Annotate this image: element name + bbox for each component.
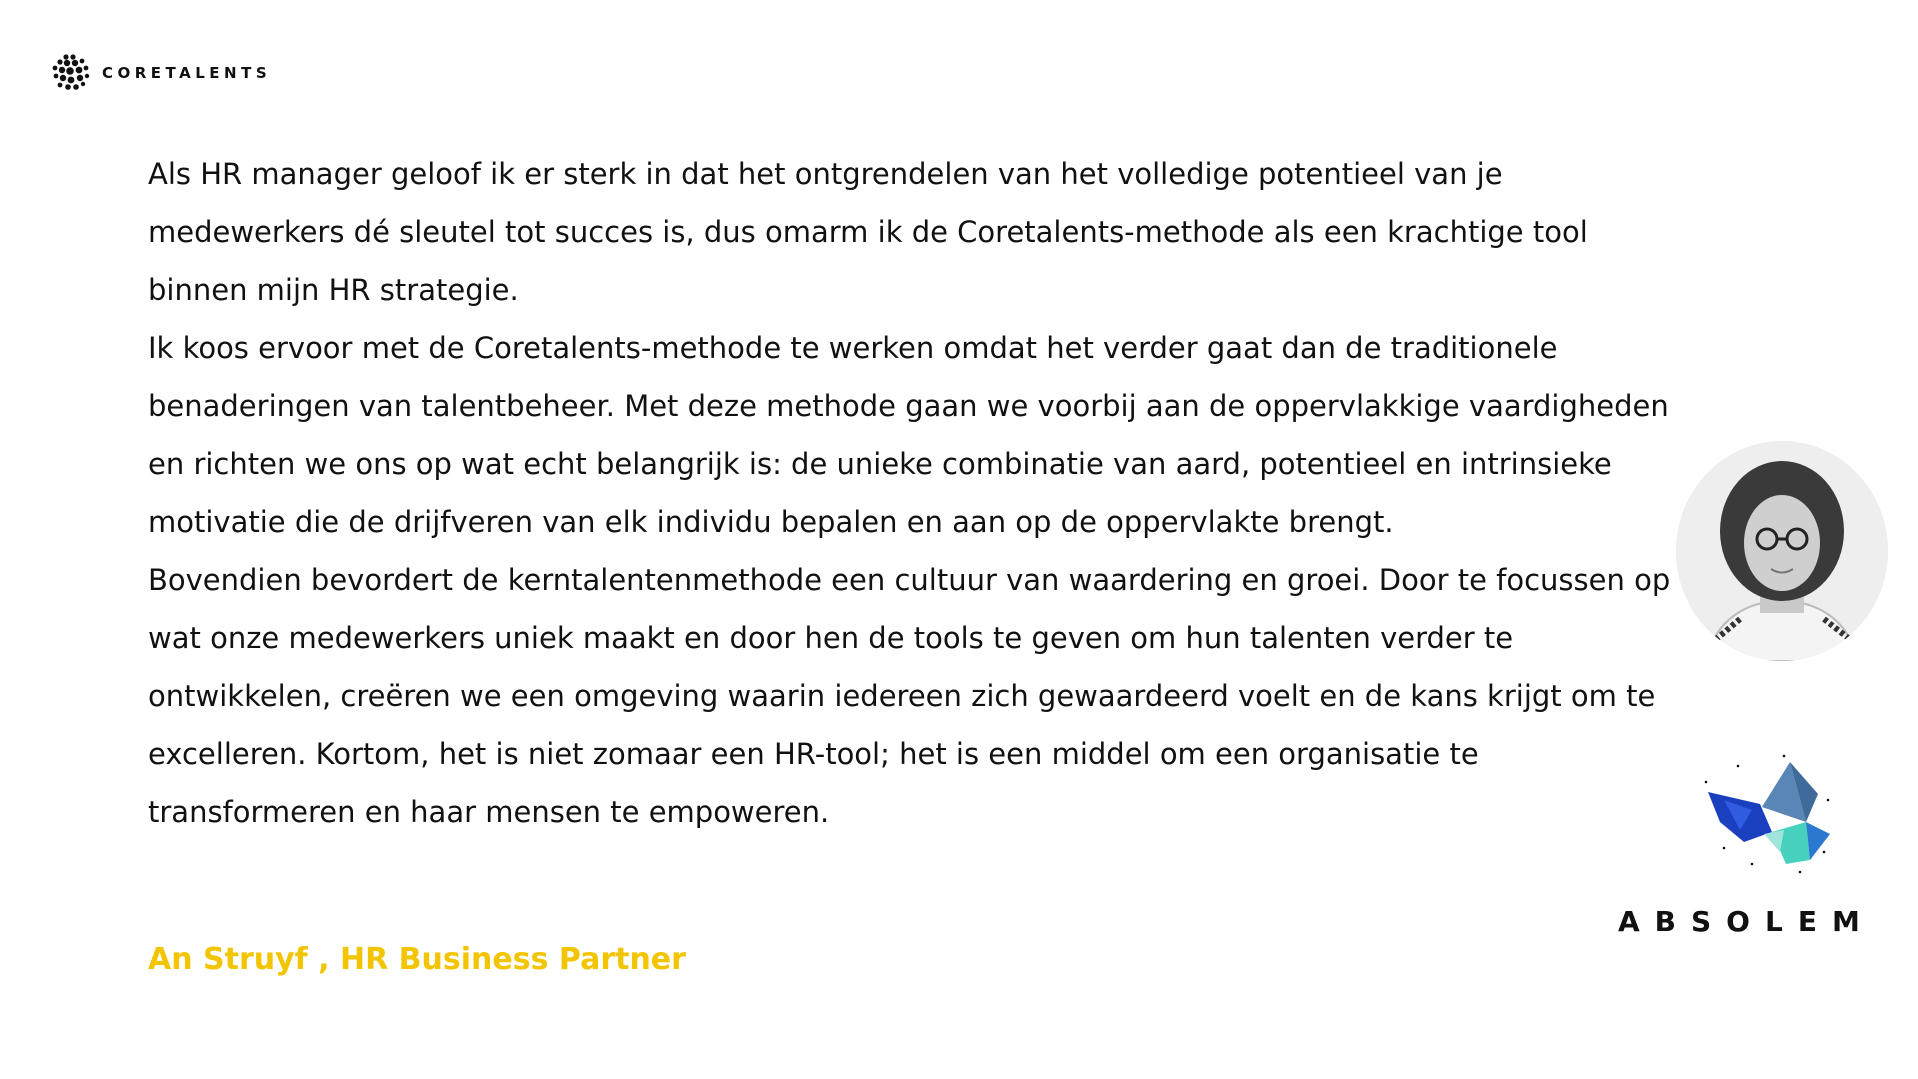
quote-paragraph: Als HR manager geloof ik er sterk in dat het ontgrendelen van het volledige potentieel van je medewerkers dé sleutel tot succes is, dus omarm ik de Coretalents-methode als een krachtige tool binnen mijn HR strategie.	[148, 157, 1588, 307]
company-logo	[1700, 752, 1835, 881]
person-avatar-icon	[1676, 441, 1888, 661]
butterfly-icon	[1700, 752, 1835, 877]
quote-paragraph: Bovendien bevordert de kerntalentenmethode een cultuur van waardering en groei. Door te focussen op wat onze medewerkers uniek maakt en door hen de tools te geven om hun talenten verder te ontwikkelen, creëren we een omgeving waarin iedereen zich gewaardeerd voelt en de kans krijgt om te excelleren. Kortom, het is niet zomaar een HR-tool; het is een middel om een organisatie te transformeren en haar mensen te empoweren.	[148, 563, 1671, 829]
author-attribution: An Struyf , HR Business Partner	[148, 942, 686, 977]
brand-logo	[52, 54, 271, 92]
brand-name: CORETALENTS	[102, 64, 272, 82]
quote-paragraph: Ik koos ervoor met de Coretalents-methode te werken omdat het verder gaat dan de traditionele benaderingen van talentbeheer. Met deze methode gaan we voorbij aan de oppervlakkige vaardigheden en richten we ons op wat echt belangrijk is: de unieke combinatie van aard, potentieel en intrinsieke motivatie die de drijfveren van elk individu bepalen en aan op de oppervlakte brengt.	[148, 331, 1669, 539]
testimonial-quote	[148, 145, 1678, 841]
dot-cluster-icon	[52, 54, 92, 92]
company-name: ABSOLEM	[1618, 905, 1875, 938]
author-portrait	[1676, 441, 1888, 661]
